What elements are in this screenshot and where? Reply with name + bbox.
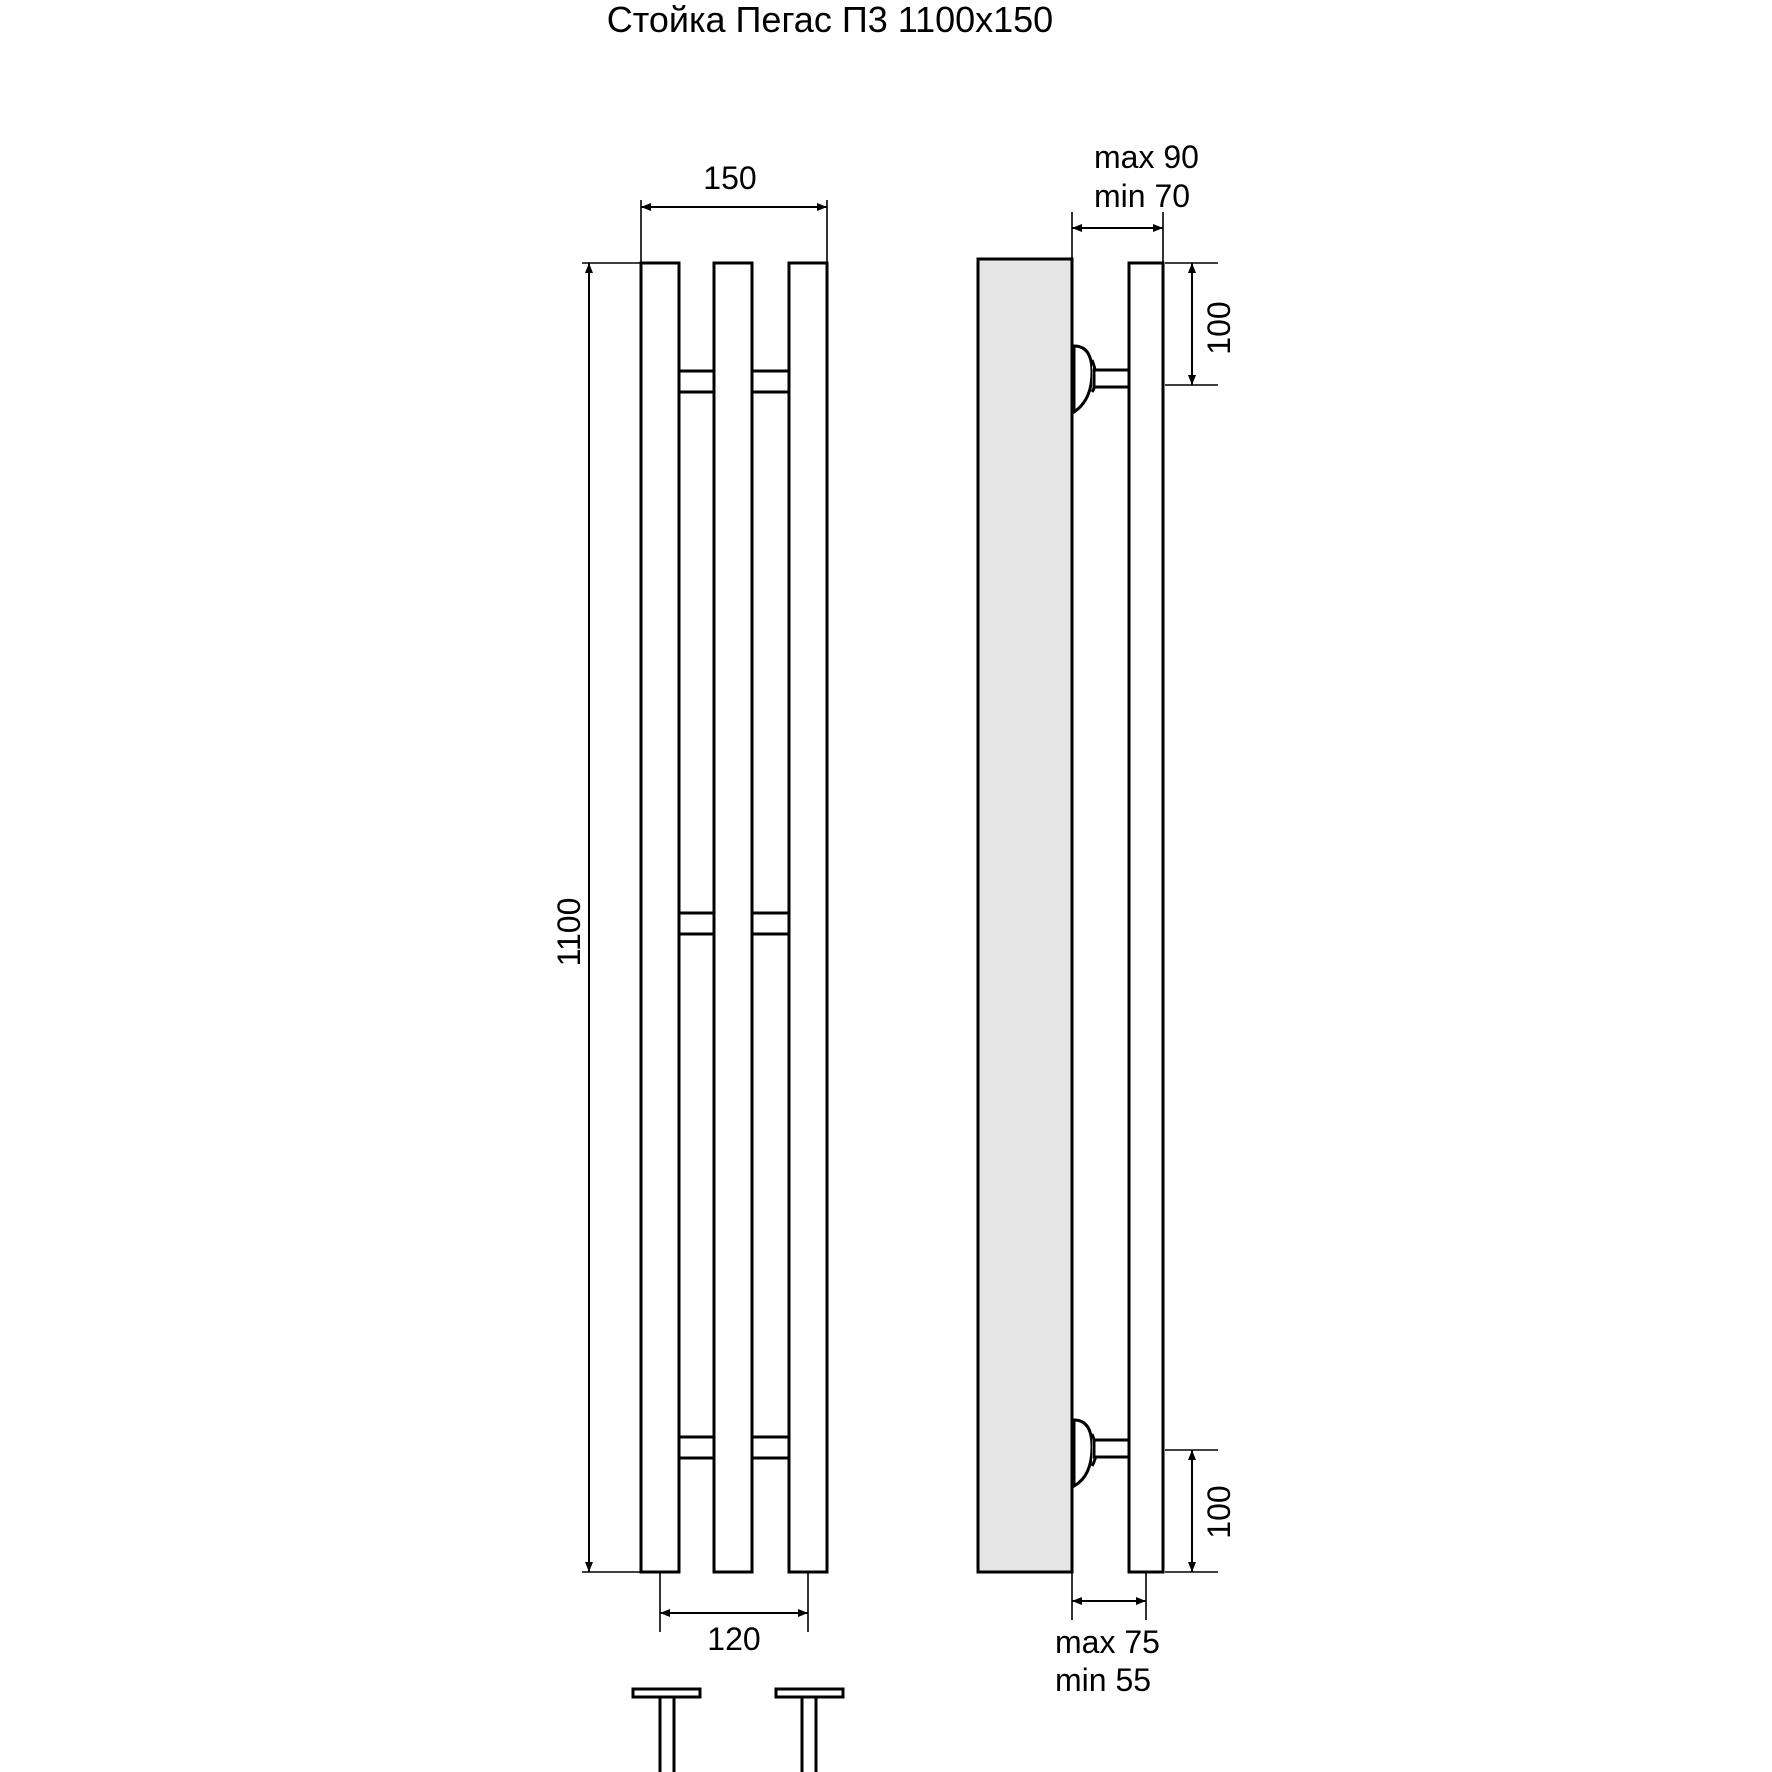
connector-middle-right — [752, 913, 789, 934]
connector-bottom-right — [752, 1437, 789, 1458]
dimension-bottom-offset — [1165, 1450, 1237, 1572]
bar-right — [789, 263, 827, 1572]
dimension-bottom-projection — [1055, 1572, 1160, 1698]
bracket-bottom — [1074, 1420, 1129, 1486]
connector-top-right — [752, 371, 789, 392]
bottom-projection-max-label: max 75 — [1055, 1624, 1160, 1660]
top-projection-max-label: max 90 — [1094, 139, 1199, 175]
wall — [978, 259, 1072, 1572]
dimension-height — [551, 263, 640, 1572]
height-label: 1100 — [551, 897, 587, 967]
bracket-top — [1074, 346, 1129, 412]
bar-middle — [714, 263, 752, 1572]
mount-stem-left — [660, 1697, 674, 1772]
drawing-title: Стойка Пегас П3 1100х150 — [606, 0, 1054, 40]
bar-left — [641, 263, 679, 1572]
bottom-projection-min-label: min 55 — [1055, 1662, 1152, 1698]
connector-bottom-left — [679, 1437, 714, 1458]
dimension-mount-spacing — [660, 1572, 808, 1657]
bar-side — [1129, 263, 1163, 1572]
side-view — [978, 139, 1237, 1698]
dimension-width — [641, 160, 827, 262]
width-label: 150 — [703, 160, 757, 196]
mount-stem-right — [802, 1697, 816, 1772]
bottom-offset-label: 100 — [1201, 1485, 1237, 1539]
connector-middle-left — [679, 913, 714, 934]
dimension-top-projection — [1072, 139, 1199, 262]
top-offset-label: 100 — [1201, 301, 1237, 355]
front-view — [551, 160, 827, 1657]
mount-spacing-label: 120 — [707, 1621, 761, 1657]
dimension-top-offset — [1165, 263, 1237, 385]
top-projection-min-label: min 70 — [1094, 178, 1191, 214]
top-view — [633, 1689, 843, 1772]
connector-top-left — [679, 371, 714, 392]
